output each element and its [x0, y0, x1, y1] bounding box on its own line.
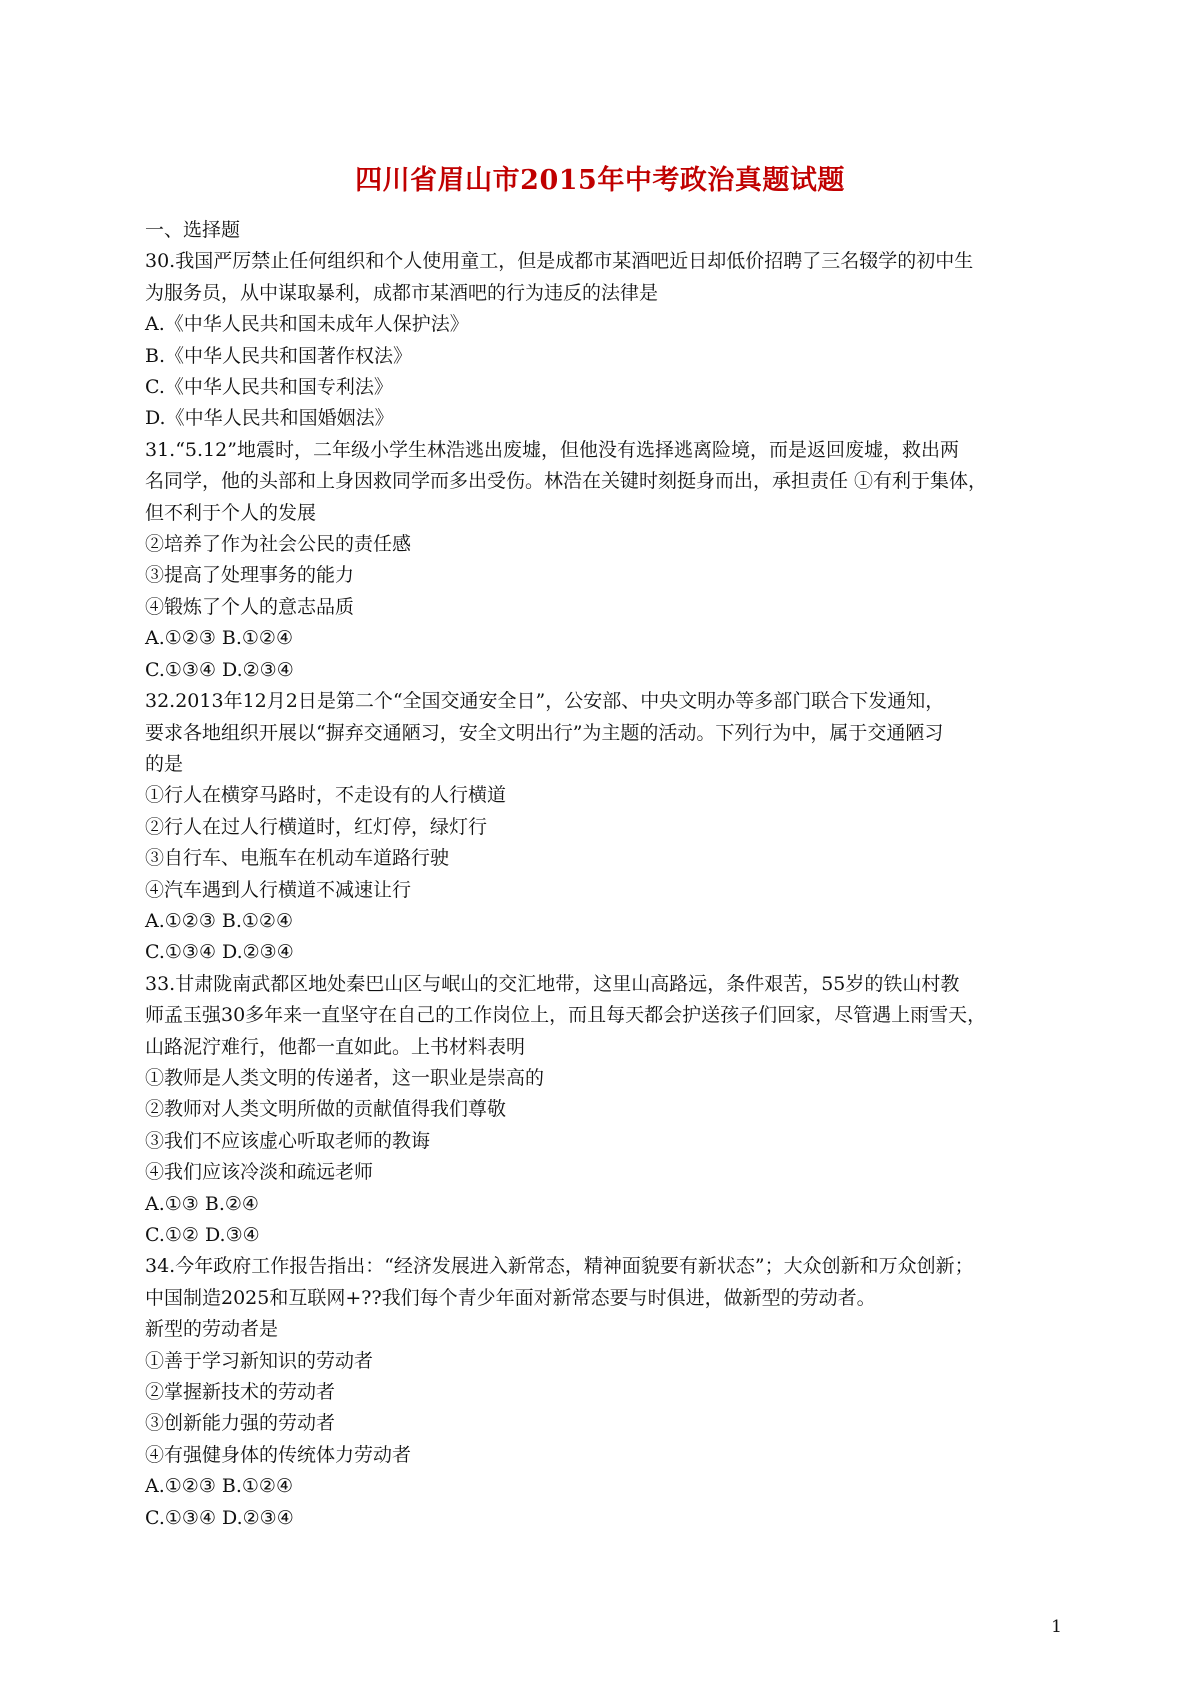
- text-line: ①教师是人类文明的传递者，这一职业是崇高的: [145, 1066, 545, 1089]
- section-heading: 一、选择题: [145, 219, 241, 241]
- text-line: A.①③ B.②④: [145, 1192, 259, 1215]
- text-line: ④锻炼了个人的意志品质: [145, 595, 355, 618]
- text-line: C.①③④ D.②③④: [145, 1506, 294, 1529]
- text-line: A.①②③ B.①②④: [145, 627, 294, 650]
- text-line: 山路泥泞难行，他都一直如此。上书材料表明: [145, 1035, 526, 1058]
- page-number: 1: [1051, 1617, 1062, 1637]
- text-line: 中国制造2025和互联网+??我们每个青少年面对新常态要与时俱进，做新型的劳动者。: [145, 1286, 876, 1309]
- text-line: ③提高了处理事务的能力: [145, 564, 355, 587]
- text-line: ②培养了作为社会公民的责任感: [145, 533, 412, 556]
- text-line: C.①③④ D.②③④: [145, 941, 294, 964]
- text-line: ④我们应该冷淡和疏远老师: [145, 1161, 374, 1184]
- text-line: 师孟玉强30多年来一直坚守在自己的工作岗位上，而且每天都会护送孩子们回家，尽管遇上雨雪天，: [145, 1004, 987, 1027]
- text-line: 31.“5.12”地震时，二年级小学生林浩逃出废墟，但他没有选择逃离险境，而是返回废墟，救出两: [145, 438, 959, 461]
- text-line: ④汽车遇到人行横道不减速让行: [145, 878, 412, 901]
- text-line: 30.我国严厉禁止任何组织和个人使用童工，但是成都市某酒吧近日却低价招聘了三名辍学的初中生: [145, 250, 974, 273]
- text-line: A.①②③ B.①②④: [145, 909, 294, 932]
- text-line: ①行人在横穿马路时，不走设有的人行横道: [145, 784, 507, 807]
- text-line: ②行人在过人行横道时，红灯停，绿灯行: [145, 815, 488, 838]
- text-line: C.①③④ D.②③④: [145, 658, 294, 681]
- text-line: C.①② D.③④: [145, 1224, 260, 1246]
- text-line: ③自行车、电瓶车在机动车道路行驶: [145, 847, 450, 870]
- text-line: 32.2013年12月2日是第二个“全国交通安全日”，公安部、中央文明办等多部门联合下发通知，: [145, 690, 945, 713]
- text-line: 名同学，他的头部和上身因救同学而多出受伤。林浩在关键时刻挺身而出，承担责任 ①有利于集体，: [145, 470, 988, 493]
- text-line: A.①②③ B.①②④: [145, 1475, 294, 1498]
- text-line: ②掌握新技术的劳动者: [145, 1381, 336, 1404]
- text-line: 34.今年政府工作报告指出：“经济发展进入新常态，精神面貌要有新状态”；大众创新和万众创新；: [145, 1255, 974, 1278]
- text-line: C.《中华人民共和国专利法》: [145, 376, 393, 399]
- text-line: 为服务员，从中谋取暴利，成都市某酒吧的行为违反的法律是: [145, 281, 659, 304]
- text-line: 要求各地组织开展以“摒弃交通陋习，安全文明出行”为主题的活动。下列行为中，属于交通陋习: [145, 721, 944, 744]
- text-line: A.《中华人民共和国未成年人保护法》: [145, 313, 469, 336]
- text-line: 但不利于个人的发展: [145, 501, 317, 524]
- text-line: 的是: [145, 752, 184, 775]
- text-line: D.《中华人民共和国婚姻法》: [145, 407, 394, 430]
- text-line: B.《中华人民共和国著作权法》: [145, 344, 413, 367]
- text-line: ①善于学习新知识的劳动者: [145, 1349, 374, 1372]
- text-line: ③我们不应该虚心听取老师的教诲: [145, 1129, 431, 1152]
- text-line: ②教师对人类文明所做的贡献值得我们尊敬: [145, 1098, 507, 1121]
- text-line: ③创新能力强的劳动者: [145, 1412, 336, 1435]
- document-body: [145, 215, 1065, 1534]
- text-line: 新型的劳动者是: [145, 1318, 279, 1341]
- page-title: 四川省眉山市2015年中考政治真题试题: [355, 165, 845, 196]
- text-line: 33.甘肃陇南武都区地处秦巴山区与岷山的交汇地带，这里山高路远，条件艰苦，55岁的铁山村教: [145, 972, 960, 995]
- text-line: ④有强健身体的传统体力劳动者: [145, 1443, 412, 1466]
